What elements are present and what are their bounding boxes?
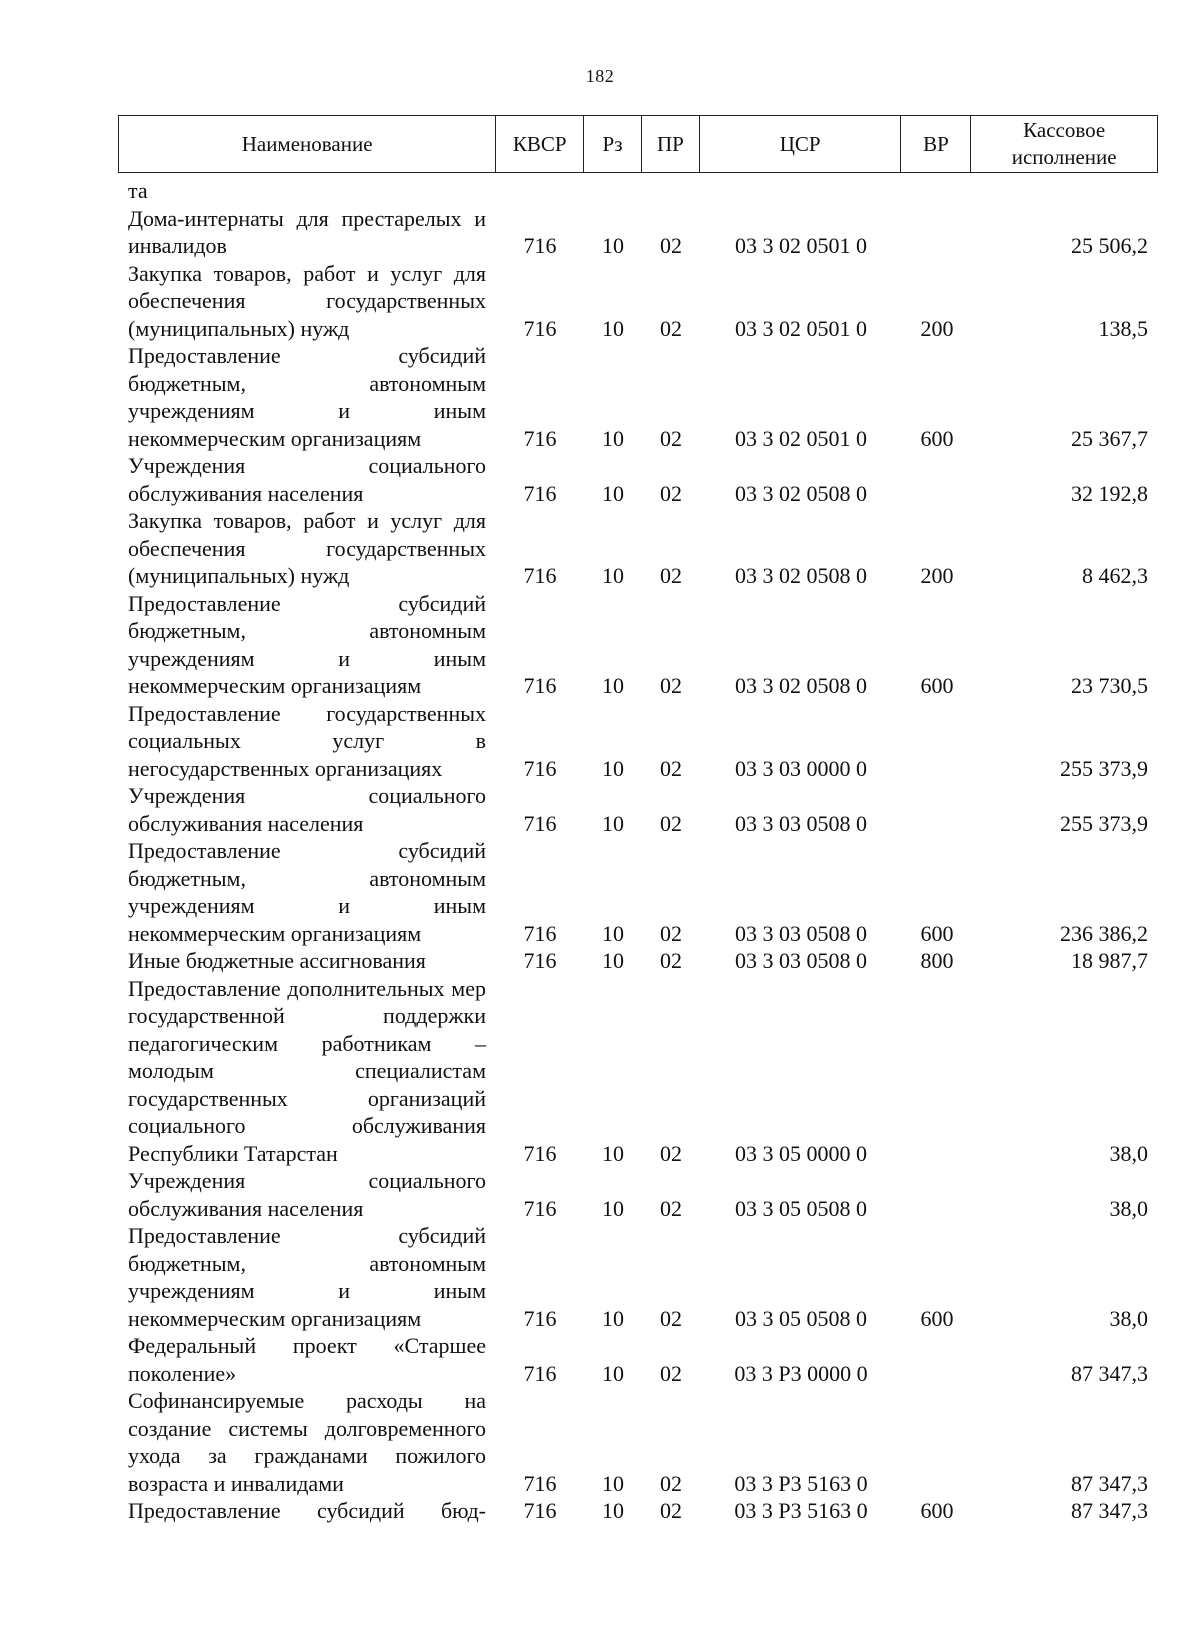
table-row	[128, 975, 1158, 1168]
column-header-name: Наименование	[119, 116, 496, 172]
row-kvsr: 716	[523, 425, 557, 451]
row-csr: 03 3 02 0508 0	[735, 480, 867, 506]
row-pr: 02	[660, 315, 682, 341]
row-kvsr: 716	[523, 810, 557, 836]
row-pr: 02	[660, 1140, 682, 1166]
row-rz: 10	[602, 1305, 624, 1331]
row-rz: 10	[602, 948, 624, 973]
row-csr: 03 3 Р3 0000 0	[734, 1360, 868, 1386]
row-vr: 600	[920, 673, 954, 698]
row-pr: 02	[660, 563, 682, 588]
row-sum: 25 367,7	[1071, 425, 1148, 451]
row-kvsr: 716	[523, 563, 557, 588]
row-vr: 600	[920, 920, 954, 946]
row-rz: 10	[602, 1470, 624, 1496]
table-row	[128, 260, 1158, 343]
row-csr: 03 3 02 0508 0	[735, 673, 867, 698]
row-rz: 10	[602, 480, 624, 506]
row-csr: 03 3 03 0000 0	[735, 755, 867, 781]
table-row	[128, 177, 1158, 205]
column-header-cash-execution: Кассовое исполнение	[1011, 118, 1117, 169]
row-rz: 10	[602, 315, 624, 341]
row-csr: 03 3 05 0508 0	[735, 1305, 867, 1331]
table-row	[128, 1167, 1158, 1222]
row-csr: 03 3 Р3 5163 0	[734, 1470, 868, 1496]
table-row	[128, 205, 1158, 260]
row-sum: 87 347,3	[1071, 1498, 1148, 1523]
row-kvsr: 716	[523, 1498, 557, 1523]
table-header	[118, 115, 1158, 173]
row-vr: 200	[920, 315, 954, 341]
row-pr: 02	[660, 1360, 682, 1386]
row-csr: 03 3 02 0508 0	[735, 563, 867, 588]
row-pr: 02	[660, 1498, 682, 1523]
row-sum: 25 506,2	[1071, 233, 1148, 258]
row-pr: 02	[660, 233, 682, 258]
row-csr: 03 3 05 0508 0	[735, 1195, 867, 1221]
table-row	[128, 507, 1158, 590]
row-name: Учреждения социального обслуживания населения	[128, 453, 486, 506]
row-name: Иные бюджетные ассигнования	[128, 948, 426, 973]
table-row	[128, 590, 1158, 700]
column-header-rz: Рз	[584, 116, 642, 172]
row-rz: 10	[602, 810, 624, 836]
row-name: Учреждения социального обслуживания населения	[128, 783, 486, 836]
table-row	[128, 947, 1158, 975]
row-csr: 03 3 05 0000 0	[735, 1140, 867, 1166]
row-vr: 800	[920, 948, 954, 973]
row-vr: 200	[920, 563, 954, 588]
row-kvsr: 716	[523, 755, 557, 781]
row-vr: 600	[920, 1498, 954, 1523]
column-header-kvsr: КВСР	[496, 116, 584, 172]
row-rz: 10	[602, 673, 624, 698]
row-pr: 02	[660, 1305, 682, 1331]
row-csr: 03 3 02 0501 0	[735, 315, 867, 341]
row-name: Предоставление субсидий бюджетным, автономным учреждениям и иным некоммерческим организациям	[128, 343, 486, 451]
row-name: Софинансируемые расходы на создание системы долговременного ухода за гражданами пожилого возраста и инвалидами	[128, 1388, 486, 1496]
row-kvsr: 716	[523, 673, 557, 698]
row-name: Федеральный проект «Старшее поколение»	[128, 1333, 486, 1386]
row-pr: 02	[660, 480, 682, 506]
table-row	[128, 1497, 1158, 1525]
row-sum: 32 192,8	[1071, 480, 1148, 506]
row-sum: 87 347,3	[1071, 1470, 1148, 1496]
row-name: Учреждения социального обслуживания населения	[128, 1168, 486, 1221]
table-row	[128, 1387, 1158, 1497]
row-kvsr: 716	[523, 1140, 557, 1166]
row-name: та	[128, 178, 148, 203]
row-pr: 02	[660, 948, 682, 973]
row-rz: 10	[602, 1140, 624, 1166]
table-row	[128, 342, 1158, 452]
row-sum: 87 347,3	[1071, 1360, 1148, 1386]
column-header-csr: ЦСР	[700, 116, 902, 172]
row-name: Предоставление дополнительных мер государственной поддержки педагогическим работникам – молодым специалистам государственных организаций социального обслуживания Республики Татарстан	[128, 975, 486, 1166]
row-rz: 10	[602, 425, 624, 451]
row-sum: 236 386,2	[1060, 920, 1148, 946]
row-kvsr: 716	[523, 480, 557, 506]
row-kvsr: 716	[523, 315, 557, 341]
row-pr: 02	[660, 755, 682, 781]
row-sum: 18 987,7	[1071, 948, 1148, 973]
row-csr: 03 3 Р3 5163 0	[734, 1498, 868, 1523]
row-kvsr: 716	[523, 1470, 557, 1496]
row-rz: 10	[602, 1360, 624, 1386]
row-kvsr: 716	[523, 948, 557, 973]
row-csr: 03 3 02 0501 0	[735, 233, 867, 258]
row-rz: 10	[602, 755, 624, 781]
row-pr: 02	[660, 810, 682, 836]
row-kvsr: 716	[523, 1360, 557, 1386]
row-name: Предоставление субсидий бюджетным, автономным учреждениям и иным некоммерческим организациям	[128, 838, 486, 946]
row-pr: 02	[660, 673, 682, 698]
row-name: Предоставление субсидий бюд-	[128, 1498, 486, 1523]
table-row	[128, 837, 1158, 947]
column-header-pr: ПР	[642, 116, 700, 172]
table-row	[128, 1222, 1158, 1332]
row-name: Закупка товаров, работ и услуг для обеспечения государственных (муниципальных) нужд	[128, 260, 486, 341]
row-sum: 38,0	[1109, 1140, 1148, 1166]
column-header-vr: ВР	[901, 116, 971, 172]
row-sum: 255 373,9	[1060, 755, 1148, 781]
row-sum: 23 730,5	[1071, 673, 1148, 698]
row-name: Предоставление субсидий бюджетным, автономным учреждениям и иным некоммерческим организациям	[128, 1223, 486, 1331]
row-vr: 600	[920, 1305, 954, 1331]
row-pr: 02	[660, 920, 682, 946]
row-rz: 10	[602, 920, 624, 946]
row-sum: 38,0	[1109, 1195, 1148, 1221]
row-kvsr: 716	[523, 1305, 557, 1331]
row-kvsr: 716	[523, 920, 557, 946]
table-row	[128, 452, 1158, 507]
table-row	[128, 700, 1158, 783]
row-name: Предоставление государственных социальных услуг в негосударственных организациях	[128, 700, 486, 781]
row-pr: 02	[660, 425, 682, 451]
row-name: Дома-интернаты для престарелых и инвалидов	[128, 205, 486, 258]
row-rz: 10	[602, 563, 624, 588]
table-row	[128, 1332, 1158, 1387]
row-kvsr: 716	[523, 1195, 557, 1221]
row-sum: 255 373,9	[1060, 810, 1148, 836]
row-sum: 38,0	[1109, 1305, 1148, 1331]
row-sum: 138,5	[1098, 315, 1148, 341]
row-pr: 02	[660, 1470, 682, 1496]
row-name: Закупка товаров, работ и услуг для обеспечения государственных (муниципальных) нужд	[128, 508, 486, 588]
row-rz: 10	[602, 1498, 624, 1523]
table-body	[128, 177, 1158, 1525]
row-name: Предоставление субсидий бюджетным, автономным учреждениям и иным некоммерческим организациям	[128, 590, 486, 698]
row-vr: 600	[920, 425, 954, 451]
row-rz: 10	[602, 1195, 624, 1221]
page-number: 182	[585, 66, 615, 86]
table-row	[128, 782, 1158, 837]
row-rz: 10	[602, 233, 624, 258]
row-csr: 03 3 03 0508 0	[735, 920, 867, 946]
row-csr: 03 3 02 0501 0	[735, 425, 867, 451]
row-csr: 03 3 03 0508 0	[735, 948, 867, 973]
row-pr: 02	[660, 1195, 682, 1221]
row-sum: 8 462,3	[1082, 563, 1148, 588]
row-kvsr: 716	[523, 233, 557, 258]
row-csr: 03 3 03 0508 0	[735, 810, 867, 836]
